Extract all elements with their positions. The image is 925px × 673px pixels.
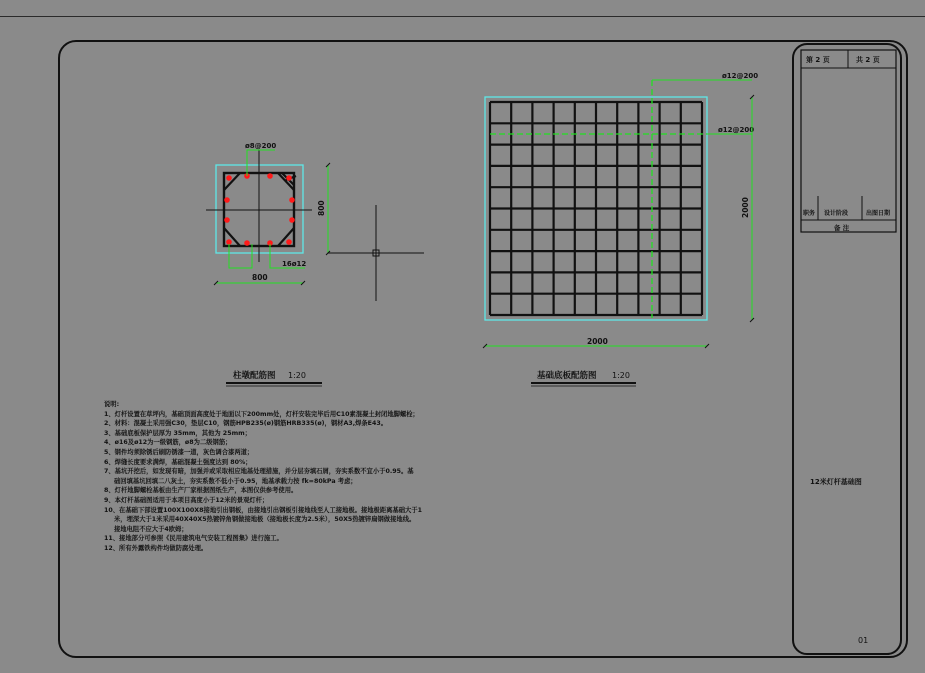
- column-pier-detail: [206, 142, 330, 386]
- slab-title: 基础底板配筋图: [537, 371, 597, 381]
- total-pages-label: 共 2 页: [856, 56, 880, 64]
- slab-detail: [483, 72, 758, 386]
- note-line-8: 8、灯杆地脚螺栓基板由生产厂家根据图纸生产，本图仅供参考使用。: [104, 487, 298, 495]
- title-row-label-1: 职务: [803, 210, 816, 217]
- slab-scale: 1:20: [612, 371, 630, 380]
- note-line-1: 1、灯杆设置在草坪内，基础顶面高度处于地面以下200mm处，灯杆安装完毕后用C10素混凝土封闭地脚螺栓；: [104, 410, 419, 418]
- design-notes: [104, 400, 544, 554]
- note-line-4: 4、ø16及ø12为一级钢筋，ø8为二级钢筋；: [104, 439, 232, 447]
- drawing-name: 12米灯杆基础图: [810, 478, 862, 486]
- title-block: [793, 44, 901, 654]
- slab-height-dim: 2000: [741, 197, 750, 218]
- title-row-label-2: 设计阶段: [824, 210, 849, 217]
- slab-width-dim: 2000: [587, 337, 608, 346]
- note-line-3: 3、基础底板保护层厚为 35mm，其他为 25mm；: [104, 429, 251, 437]
- note-line-7b: 础回填基坑回填二八灰土，夯实系数不低小于0.95，地基承载力按 fk=80kPa 考虑；: [114, 477, 357, 485]
- pier-title: 柱墩配筋图: [233, 371, 276, 381]
- pier-scale: 1:20: [288, 371, 306, 380]
- drawing-number: 01: [858, 636, 869, 645]
- cad-cursor: [328, 205, 424, 301]
- main-bar-label: 16ø12: [282, 260, 307, 268]
- slab-side-label: ø12@200: [718, 126, 755, 134]
- note-line-9: 9、本灯杆基础图适用于本项目高度小于12米的景观灯杆；: [104, 496, 269, 504]
- note-line-5: 5、钢件均须除锈后刷防锈漆一道，灰色调合漆两道；: [104, 448, 254, 456]
- pier-height-dim: 800: [317, 200, 326, 216]
- note-line-6: 6、焊缝长度要求满焊，基础混凝土强度达到 80%；: [104, 458, 252, 466]
- stirrup-label: ø8@200: [245, 142, 277, 150]
- note-line-11: 11、接地部分可参照《民用建筑电气安装工程图集》进行施工。: [104, 535, 283, 543]
- note-line-10b: 米，埋深大于1米采用40X40X5热镀锌角钢做接地极（接地极长度为2.5米），50X5热镀锌扁钢做接地线。: [114, 516, 416, 524]
- note-line-10: 10、在基础下部设置100X100X8接地引出钢板，由接地引出钢板引接地线至人工接地极。接地极距离基础大于1: [104, 506, 422, 514]
- notes-heading: 说明:: [104, 401, 120, 408]
- remark-label: 备 注: [834, 224, 850, 232]
- slab-top-label: ø12@200: [722, 72, 759, 80]
- note-line-12: 12、所有外露铁构件均做防腐处理。: [104, 544, 208, 552]
- page-label: 第 2 页: [806, 56, 830, 64]
- note-line-7: 7、基坑开挖后，如发现有暗，加强并或采取相应地基处理措施，并分层夯填石屑，夯实系数不宜小于0.95。基: [104, 468, 414, 476]
- note-line-2: 2、材料：混凝土采用强C30，垫层C10，钢筋HPB235(ø)钢筋HRB335(ø)，钢材A3,焊条E43。: [104, 420, 388, 428]
- note-line-10c: 接地电阻不应大于4欧姆；: [114, 525, 188, 533]
- pier-width-dim: 800: [252, 273, 268, 282]
- title-row-label-3: 出图日期: [866, 210, 891, 217]
